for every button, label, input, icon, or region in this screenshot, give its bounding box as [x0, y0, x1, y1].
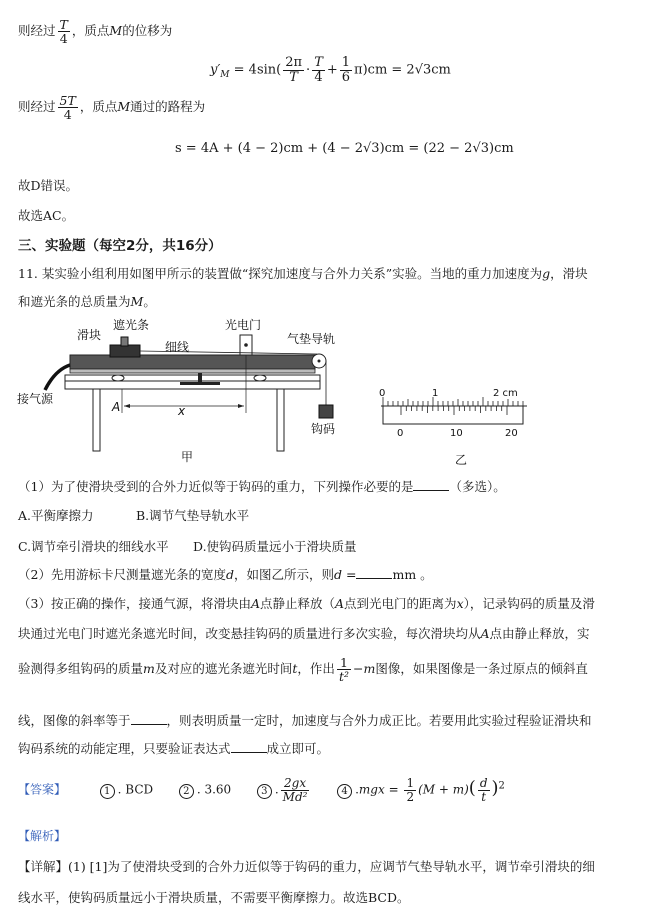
fraction-5T-over-4: $\frac{5T}{4}$ [59, 93, 76, 123]
question-2: （2）先用游标卡尺测量遮光条的宽度d，如图乙所示，则d = mm 。 [18, 567, 433, 582]
slider-block [110, 345, 140, 357]
text-line: 故选AC。 [18, 208, 75, 223]
label-slider: 滑块 [77, 328, 102, 342]
shade-strip [121, 337, 128, 346]
option-a: A.平衡摩擦力 [18, 508, 94, 523]
answer-blank-3[interactable] [131, 712, 167, 725]
label-airtrack: 气垫导轨 [287, 332, 336, 346]
label-thread: 细线 [165, 340, 190, 354]
label-weight: 钩码 [311, 422, 336, 436]
question-3: （3）按正确的操作，接通气源，将滑块由A点静止释放（A点到光电门的距离为x），记录钩码的质量及滑 [18, 596, 595, 611]
equation-displacement: $y'_M = 4\sin$( $\frac{2\pi}{T}$ · $\frac{T}{4}$ + $\frac{1}{6}$ π)cm = 2√3cm [210, 55, 451, 85]
scale-bot-10: 10 [450, 428, 463, 439]
answer-number-3: 3 [257, 784, 272, 799]
answer-blank-4[interactable] [231, 740, 267, 753]
apparatus-figure [15, 315, 355, 465]
answer-number-2: 2 [179, 784, 194, 799]
label-yi: 乙 [455, 453, 468, 467]
question-3: 块通过光电门时遮光条遮光时间，改变悬挂钩码的质量进行多次实验，每次滑块均从A点由静止释放，实 [18, 626, 590, 641]
label-x: x [178, 404, 186, 418]
scale-bot-0: 0 [397, 428, 404, 439]
answer-blank-1[interactable] [413, 478, 449, 491]
label-airsource: 接气源 [17, 392, 54, 406]
answer-line: 【答案】 1 . BCD 2 . 3.60 3 . $\frac{2gx}{\text{Md²}}$ 4 .mgx = $\frac{1}{2}$ (M + m)( $\frac{d}{t}$ )$^2$ [18, 776, 505, 804]
hook-weight [319, 405, 333, 418]
detail-text: 线水平，使钩码质量远小于滑块质量，不需要平衡摩擦力。故选BCD。 [18, 890, 410, 905]
label-point-a: A [112, 400, 121, 414]
answer-number-1: 1 [100, 784, 115, 799]
label-photogate: 光电门 [225, 318, 262, 332]
text-line: 则经过 $\frac{5T}{4}$ ，质点M通过的路程为 [18, 93, 206, 123]
option-b: B.调节气垫导轨水平 [136, 508, 250, 523]
detail-text: 【详解】(1) [1]为了使滑块受到的合外力近似等于钩码的重力，应调节气垫导轨水平，调节牵引滑块的细 [18, 859, 595, 874]
fraction-1-over-t2: $\frac{1}{\text{t²}}$ [338, 655, 349, 685]
label-shade: 遮光条 [113, 318, 150, 332]
question-1: （1）为了使滑块受到的合外力近似等于钩码的重力，下列操作必要的是 （多选）。 [18, 479, 506, 494]
vernier-figure [375, 382, 535, 467]
question-text: 和遮光条的总质量为M。 [18, 294, 156, 309]
scale-top-1: 1 [432, 388, 439, 399]
question-3: 验测得多组钩码的质量m及对应的遮光条遮光时间t，作出 $\frac{1}{\text{t²}}$ −m图像，如果图像是一条过原点的倾斜直 [18, 655, 588, 685]
text-line: 故D错误。 [18, 178, 79, 193]
question-text: 11. 某实验小组利用如图甲所示的装置做“探究加速度与合外力关系”实验。当地的重力加速度为g，滑块 [18, 266, 588, 281]
scale-top-2: 2 cm [493, 388, 518, 399]
fraction-T-over-4: $\frac{T}{4}$ [59, 17, 68, 47]
answer-number-4: 4 [337, 784, 352, 799]
question-3: 线，图像的斜率等于 ，则表明质量一定时，加速度与合外力成正比。若要用此实验过程验证滑块和 [18, 713, 592, 728]
scale-bot-20: 20 [505, 428, 518, 439]
label-jia: 甲 [181, 450, 194, 464]
text-line: 则经过 $\frac{T}{4}$ ，质点M的位移为 [18, 17, 173, 47]
analysis-tag: 【解析】 [18, 829, 67, 843]
equation-path: s = 4A + (4 − 2)cm + (4 − 2√3)cm = (22 − 2√3)cm [175, 141, 514, 156]
scale-top-0: 0 [379, 388, 386, 399]
answer-blank-2[interactable] [356, 566, 392, 579]
fraction-answer-3: $\frac{2gx}{\text{Md²}}$ [282, 776, 308, 804]
answer-tag: 【答案】 [18, 782, 67, 797]
option-c: C.调节牵引滑块的细线水平 [18, 539, 169, 554]
option-d: D.使钩码质量远小于滑块质量 [193, 539, 357, 554]
question-3: 钩码系统的动能定理，只要验证表达式 成立即可。 [18, 741, 330, 756]
section-heading: 三、实验题（每空2分，共16分） [18, 238, 222, 254]
